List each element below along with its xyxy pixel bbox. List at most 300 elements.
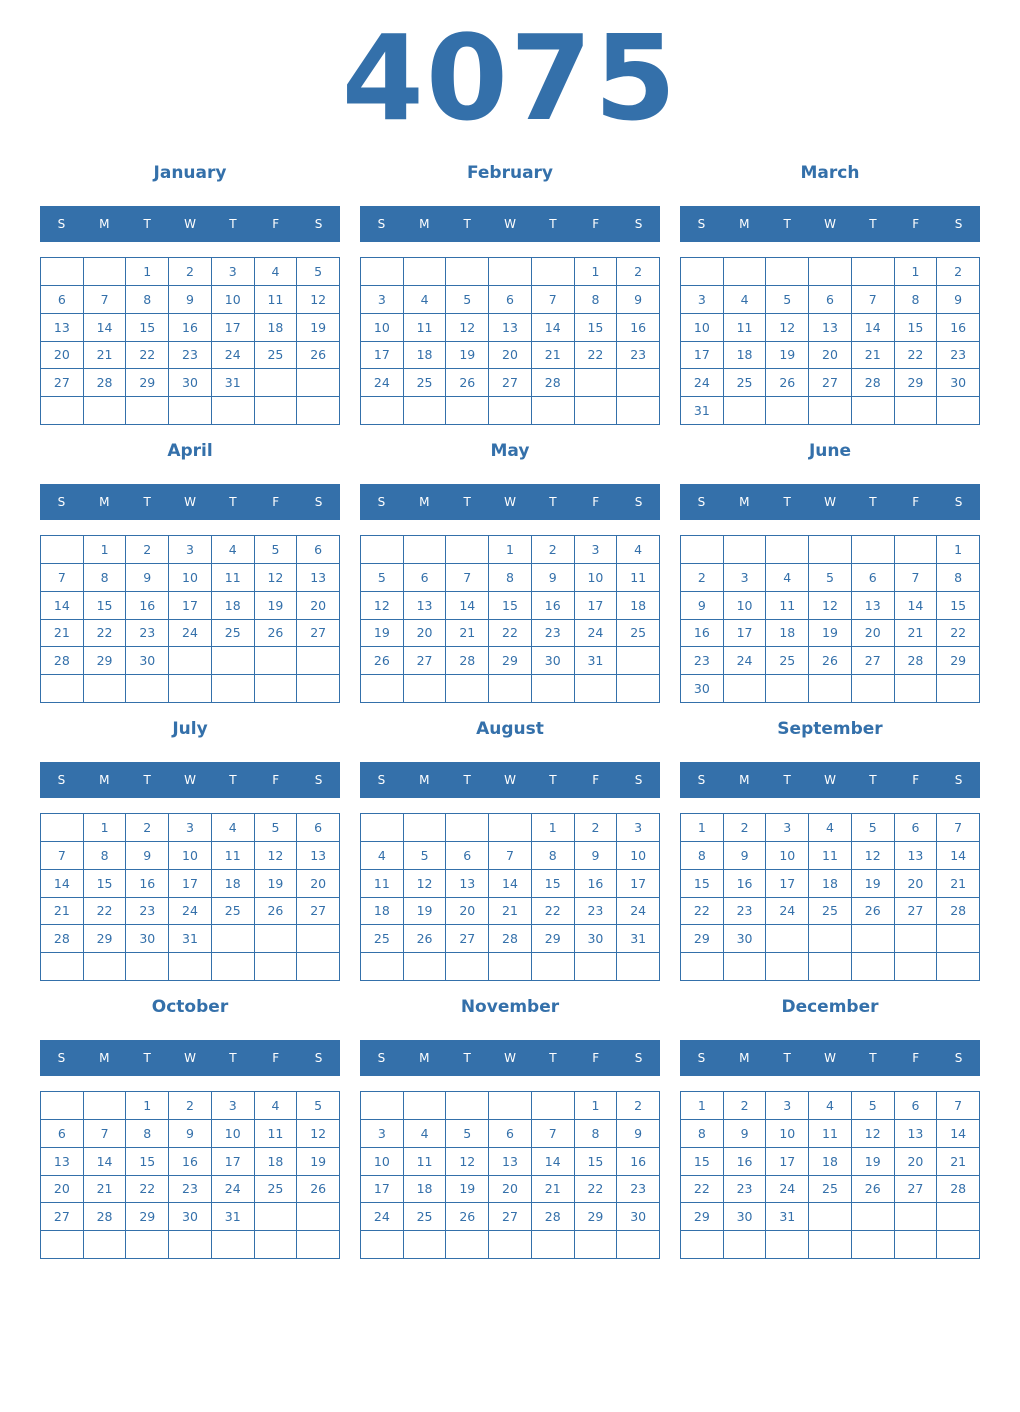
- empty-day-cell: [532, 397, 575, 425]
- empty-day-cell: [766, 1231, 809, 1259]
- day-cell: 24: [681, 369, 724, 397]
- day-cell: 2: [617, 258, 660, 286]
- empty-day-cell: [297, 925, 340, 953]
- day-cell: 16: [126, 870, 169, 898]
- weekday-label: M: [419, 495, 430, 509]
- day-cell: 14: [41, 592, 84, 620]
- day-cell: 1: [126, 1092, 169, 1120]
- day-cell: 31: [212, 369, 255, 397]
- day-cell: 16: [681, 620, 724, 648]
- day-cell: 1: [895, 258, 938, 286]
- month-september: [680, 714, 980, 947]
- day-cell: 11: [809, 842, 852, 870]
- weekday-label: T: [143, 217, 151, 231]
- day-cell: 12: [255, 564, 298, 592]
- day-cell: 6: [852, 564, 895, 592]
- day-cell: 4: [724, 286, 767, 314]
- day-cell: 24: [212, 1176, 255, 1204]
- day-cell: 17: [617, 870, 660, 898]
- weekday-label: T: [783, 495, 791, 509]
- day-cell: 4: [212, 814, 255, 842]
- day-cell: 1: [532, 814, 575, 842]
- day-cell: 12: [255, 842, 298, 870]
- weekday-label: M: [99, 773, 110, 787]
- day-cell: 11: [255, 286, 298, 314]
- empty-day-cell: [212, 397, 255, 425]
- day-cell: 12: [446, 314, 489, 342]
- day-cell: 16: [937, 314, 980, 342]
- day-cell: 8: [84, 564, 127, 592]
- day-cell: 13: [404, 592, 447, 620]
- day-cell: 25: [212, 898, 255, 926]
- day-cell: 5: [446, 1120, 489, 1148]
- day-cell: 30: [169, 1203, 212, 1231]
- day-cell: 3: [766, 1092, 809, 1120]
- day-cell: 7: [937, 814, 980, 842]
- day-cell: 19: [446, 1176, 489, 1204]
- day-cell: 30: [724, 1203, 767, 1231]
- day-grid: [360, 257, 660, 425]
- day-cell: 11: [809, 1120, 852, 1148]
- day-cell: 21: [937, 1148, 980, 1176]
- day-cell: 15: [895, 314, 938, 342]
- day-cell: 25: [361, 925, 404, 953]
- empty-day-cell: [852, 536, 895, 564]
- day-cell: 2: [169, 1092, 212, 1120]
- weekday-label: T: [549, 217, 557, 231]
- empty-day-cell: [617, 953, 660, 981]
- empty-day-cell: [41, 814, 84, 842]
- day-cell: 28: [41, 647, 84, 675]
- day-cell: 29: [84, 925, 127, 953]
- day-cell: 31: [617, 925, 660, 953]
- day-cell: 22: [489, 620, 532, 648]
- month-title: June: [808, 441, 852, 461]
- day-grid: [40, 257, 340, 425]
- day-cell: 29: [681, 925, 724, 953]
- day-cell: 16: [617, 1148, 660, 1176]
- month-title: February: [466, 163, 554, 183]
- day-cell: 18: [809, 870, 852, 898]
- day-cell: 11: [766, 592, 809, 620]
- day-cell: 31: [212, 1203, 255, 1231]
- empty-day-cell: [255, 1203, 298, 1231]
- day-cell: 5: [809, 564, 852, 592]
- empty-day-cell: [489, 1092, 532, 1120]
- weekday-label: M: [419, 1051, 430, 1065]
- empty-day-cell: [446, 258, 489, 286]
- empty-day-cell: [404, 258, 447, 286]
- day-cell: 21: [532, 1176, 575, 1204]
- day-grid: [360, 535, 660, 703]
- day-cell: 18: [212, 592, 255, 620]
- day-cell: 13: [852, 592, 895, 620]
- empty-day-cell: [532, 953, 575, 981]
- day-cell: 30: [126, 925, 169, 953]
- day-cell: 21: [446, 620, 489, 648]
- empty-day-cell: [766, 536, 809, 564]
- empty-day-cell: [446, 1231, 489, 1259]
- weekday-label: W: [504, 217, 516, 231]
- weekday-header: [360, 206, 660, 242]
- empty-day-cell: [575, 675, 618, 703]
- day-cell: 31: [575, 647, 618, 675]
- empty-day-cell: [169, 397, 212, 425]
- day-cell: 22: [84, 898, 127, 926]
- empty-day-cell: [724, 397, 767, 425]
- weekday-label: T: [869, 495, 877, 509]
- month-title: November: [460, 997, 560, 1017]
- empty-day-cell: [446, 675, 489, 703]
- day-cell: 16: [724, 870, 767, 898]
- day-cell: 4: [617, 536, 660, 564]
- weekday-label: S: [634, 217, 643, 231]
- day-cell: 9: [937, 286, 980, 314]
- day-cell: 28: [532, 369, 575, 397]
- day-cell: 9: [617, 1120, 660, 1148]
- day-cell: 24: [724, 647, 767, 675]
- day-grid: [40, 813, 340, 981]
- month-title: December: [781, 997, 879, 1017]
- empty-day-cell: [255, 369, 298, 397]
- day-cell: 6: [404, 564, 447, 592]
- day-cell: 6: [446, 842, 489, 870]
- day-cell: 15: [681, 870, 724, 898]
- empty-day-cell: [404, 953, 447, 981]
- empty-day-cell: [446, 1092, 489, 1120]
- day-cell: 12: [297, 286, 340, 314]
- day-cell: 19: [852, 1148, 895, 1176]
- day-cell: 28: [446, 647, 489, 675]
- empty-day-cell: [895, 1203, 938, 1231]
- empty-day-cell: [41, 258, 84, 286]
- empty-day-cell: [532, 1092, 575, 1120]
- empty-day-cell: [532, 258, 575, 286]
- day-cell: 28: [489, 925, 532, 953]
- empty-day-cell: [212, 925, 255, 953]
- day-cell: 3: [361, 1120, 404, 1148]
- day-cell: 9: [126, 564, 169, 592]
- day-cell: 8: [489, 564, 532, 592]
- day-cell: 27: [852, 647, 895, 675]
- empty-day-cell: [361, 397, 404, 425]
- empty-day-cell: [617, 675, 660, 703]
- weekday-header: [360, 1040, 660, 1076]
- day-cell: 27: [41, 1203, 84, 1231]
- day-cell: 13: [489, 1148, 532, 1176]
- day-cell: 12: [852, 842, 895, 870]
- empty-day-cell: [809, 953, 852, 981]
- day-cell: 8: [84, 842, 127, 870]
- day-cell: 6: [297, 814, 340, 842]
- day-cell: 17: [169, 870, 212, 898]
- empty-day-cell: [126, 1231, 169, 1259]
- empty-day-cell: [41, 1231, 84, 1259]
- day-cell: 20: [852, 620, 895, 648]
- weekday-label: T: [143, 495, 151, 509]
- day-cell: 7: [852, 286, 895, 314]
- day-grid: [680, 813, 980, 981]
- day-cell: 17: [766, 1148, 809, 1176]
- day-cell: 13: [895, 842, 938, 870]
- day-cell: 5: [852, 1092, 895, 1120]
- day-cell: 20: [297, 870, 340, 898]
- day-cell: 12: [446, 1148, 489, 1176]
- day-cell: 20: [297, 592, 340, 620]
- day-cell: 21: [852, 342, 895, 370]
- day-cell: 20: [489, 342, 532, 370]
- day-cell: 23: [126, 620, 169, 648]
- day-cell: 26: [297, 1176, 340, 1204]
- day-cell: 25: [255, 1176, 298, 1204]
- day-cell: 9: [575, 842, 618, 870]
- day-cell: 27: [895, 898, 938, 926]
- weekday-label: F: [272, 217, 280, 231]
- day-cell: 2: [169, 258, 212, 286]
- day-cell: 20: [404, 620, 447, 648]
- weekday-label: S: [697, 773, 706, 787]
- month-title: March: [800, 163, 860, 183]
- day-cell: 25: [809, 898, 852, 926]
- empty-day-cell: [532, 675, 575, 703]
- day-cell: 2: [937, 258, 980, 286]
- day-cell: 17: [766, 870, 809, 898]
- day-cell: 22: [84, 620, 127, 648]
- weekday-label: S: [697, 217, 706, 231]
- day-cell: 18: [404, 1176, 447, 1204]
- day-cell: 23: [575, 898, 618, 926]
- day-cell: 8: [937, 564, 980, 592]
- day-cell: 2: [681, 564, 724, 592]
- day-cell: 22: [575, 342, 618, 370]
- empty-day-cell: [852, 953, 895, 981]
- weekday-label: S: [377, 773, 386, 787]
- day-cell: 20: [41, 342, 84, 370]
- day-cell: 17: [361, 1176, 404, 1204]
- day-cell: 30: [617, 1203, 660, 1231]
- day-cell: 4: [766, 564, 809, 592]
- empty-day-cell: [255, 675, 298, 703]
- weekday-header: [680, 1040, 980, 1076]
- weekday-label: S: [57, 773, 66, 787]
- day-cell: 1: [681, 1092, 724, 1120]
- day-cell: 2: [126, 814, 169, 842]
- day-cell: 15: [126, 1148, 169, 1176]
- day-cell: 12: [361, 592, 404, 620]
- day-cell: 2: [532, 536, 575, 564]
- day-cell: 11: [724, 314, 767, 342]
- day-cell: 6: [809, 286, 852, 314]
- day-cell: 14: [532, 314, 575, 342]
- weekday-label: S: [314, 495, 323, 509]
- empty-day-cell: [617, 1231, 660, 1259]
- day-cell: 26: [446, 1203, 489, 1231]
- day-cell: 27: [489, 369, 532, 397]
- day-cell: 2: [575, 814, 618, 842]
- day-cell: 26: [809, 647, 852, 675]
- empty-day-cell: [681, 536, 724, 564]
- day-cell: 17: [212, 1148, 255, 1176]
- empty-day-cell: [361, 258, 404, 286]
- day-cell: 11: [404, 1148, 447, 1176]
- empty-day-cell: [446, 536, 489, 564]
- day-cell: 19: [809, 620, 852, 648]
- empty-day-cell: [297, 397, 340, 425]
- day-cell: 5: [297, 1092, 340, 1120]
- day-cell: 1: [489, 536, 532, 564]
- empty-day-cell: [895, 675, 938, 703]
- month-title: April: [167, 441, 213, 461]
- day-cell: 14: [937, 1120, 980, 1148]
- weekday-label: S: [314, 1051, 323, 1065]
- day-cell: 4: [809, 814, 852, 842]
- empty-day-cell: [895, 925, 938, 953]
- day-cell: 27: [446, 925, 489, 953]
- day-cell: 22: [532, 898, 575, 926]
- month-january: [40, 158, 340, 391]
- day-cell: 23: [937, 342, 980, 370]
- month-december: [680, 992, 980, 1225]
- empty-day-cell: [404, 675, 447, 703]
- day-cell: 17: [724, 620, 767, 648]
- day-cell: 25: [212, 620, 255, 648]
- day-cell: 17: [681, 342, 724, 370]
- day-cell: 3: [361, 286, 404, 314]
- empty-day-cell: [766, 258, 809, 286]
- month-august: [360, 714, 660, 947]
- weekday-label: W: [824, 1051, 836, 1065]
- empty-day-cell: [212, 647, 255, 675]
- day-cell: 16: [724, 1148, 767, 1176]
- day-cell: 29: [126, 369, 169, 397]
- day-cell: 17: [361, 342, 404, 370]
- weekday-label: W: [824, 217, 836, 231]
- day-cell: 13: [297, 564, 340, 592]
- weekday-label: S: [634, 495, 643, 509]
- day-cell: 21: [937, 870, 980, 898]
- day-grid: [680, 1091, 980, 1259]
- day-cell: 26: [404, 925, 447, 953]
- empty-day-cell: [446, 814, 489, 842]
- empty-day-cell: [297, 675, 340, 703]
- day-cell: 7: [489, 842, 532, 870]
- weekday-label: M: [739, 773, 750, 787]
- day-cell: 31: [169, 925, 212, 953]
- month-may: [360, 436, 660, 669]
- day-cell: 25: [404, 1203, 447, 1231]
- weekday-label: M: [99, 1051, 110, 1065]
- day-cell: 23: [724, 898, 767, 926]
- day-cell: 5: [361, 564, 404, 592]
- weekday-header: [680, 484, 980, 520]
- weekday-label: S: [377, 217, 386, 231]
- day-cell: 25: [724, 369, 767, 397]
- empty-day-cell: [255, 1231, 298, 1259]
- day-cell: 3: [724, 564, 767, 592]
- empty-day-cell: [724, 1231, 767, 1259]
- weekday-label: T: [869, 773, 877, 787]
- weekday-label: T: [143, 773, 151, 787]
- weekday-label: S: [57, 495, 66, 509]
- weekday-label: M: [419, 773, 430, 787]
- empty-day-cell: [895, 536, 938, 564]
- empty-day-cell: [169, 1231, 212, 1259]
- weekday-header: [40, 1040, 340, 1076]
- empty-day-cell: [766, 675, 809, 703]
- day-cell: 21: [532, 342, 575, 370]
- weekday-label: F: [272, 773, 280, 787]
- day-cell: 5: [852, 814, 895, 842]
- day-cell: 2: [724, 814, 767, 842]
- weekday-label: F: [592, 773, 600, 787]
- empty-day-cell: [852, 675, 895, 703]
- weekday-label: T: [783, 1051, 791, 1065]
- day-cell: 18: [404, 342, 447, 370]
- day-cell: 1: [681, 814, 724, 842]
- empty-day-cell: [852, 1203, 895, 1231]
- empty-day-cell: [937, 1203, 980, 1231]
- empty-day-cell: [937, 1231, 980, 1259]
- day-cell: 4: [404, 1120, 447, 1148]
- day-cell: 22: [937, 620, 980, 648]
- empty-day-cell: [361, 953, 404, 981]
- day-cell: 26: [255, 898, 298, 926]
- weekday-label: F: [912, 495, 920, 509]
- day-cell: 7: [446, 564, 489, 592]
- day-cell: 23: [617, 1176, 660, 1204]
- empty-day-cell: [169, 675, 212, 703]
- day-cell: 1: [126, 258, 169, 286]
- day-cell: 4: [212, 536, 255, 564]
- day-grid: [680, 257, 980, 425]
- weekday-label: F: [912, 1051, 920, 1065]
- day-cell: 30: [169, 369, 212, 397]
- empty-day-cell: [852, 925, 895, 953]
- day-cell: 17: [575, 592, 618, 620]
- month-march: [680, 158, 980, 419]
- day-cell: 10: [169, 564, 212, 592]
- day-cell: 17: [212, 314, 255, 342]
- day-cell: 15: [575, 1148, 618, 1176]
- weekday-header: [680, 762, 980, 798]
- day-cell: 6: [895, 1092, 938, 1120]
- day-cell: 3: [575, 536, 618, 564]
- day-cell: 29: [575, 1203, 618, 1231]
- day-cell: 24: [169, 898, 212, 926]
- day-cell: 1: [937, 536, 980, 564]
- day-cell: 1: [575, 258, 618, 286]
- weekday-label: W: [824, 495, 836, 509]
- weekday-label: W: [184, 773, 196, 787]
- day-cell: 3: [212, 258, 255, 286]
- day-cell: 10: [724, 592, 767, 620]
- weekday-label: W: [504, 495, 516, 509]
- day-cell: 3: [766, 814, 809, 842]
- day-cell: 24: [361, 1203, 404, 1231]
- day-cell: 1: [575, 1092, 618, 1120]
- day-cell: 7: [84, 286, 127, 314]
- weekday-label: S: [634, 1051, 643, 1065]
- day-cell: 13: [446, 870, 489, 898]
- day-cell: 29: [895, 369, 938, 397]
- day-cell: 22: [681, 898, 724, 926]
- day-cell: 27: [809, 369, 852, 397]
- month-title: August: [476, 719, 544, 739]
- day-cell: 30: [681, 675, 724, 703]
- day-cell: 14: [446, 592, 489, 620]
- empty-day-cell: [937, 953, 980, 981]
- day-cell: 27: [489, 1203, 532, 1231]
